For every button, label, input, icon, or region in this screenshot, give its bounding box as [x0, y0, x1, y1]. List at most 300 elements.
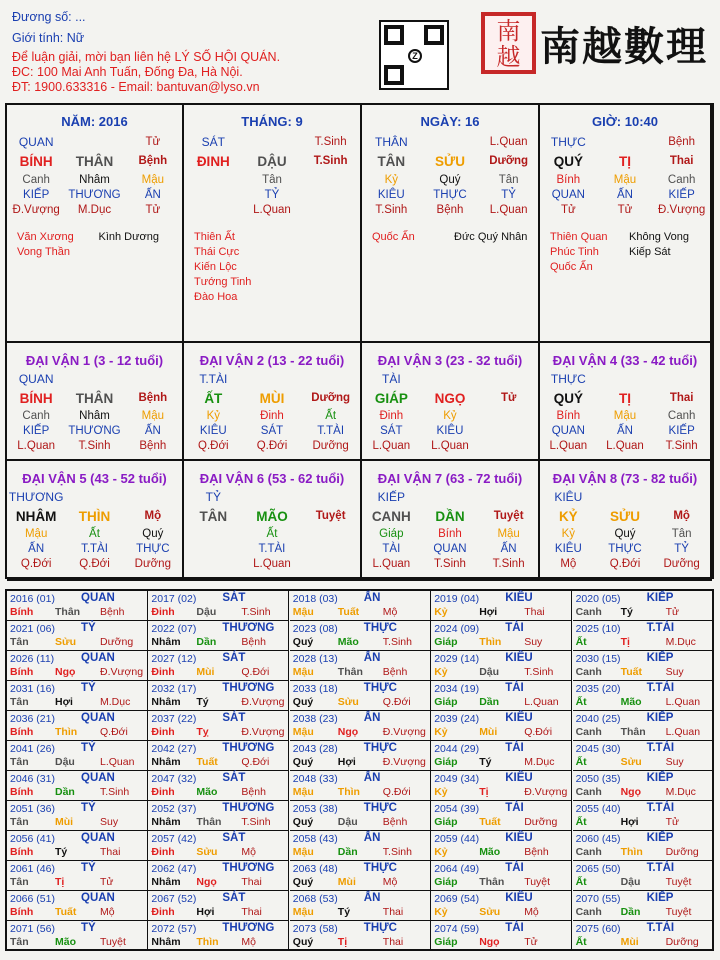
year-cell[interactable]: [290, 921, 431, 951]
hidden-god: KIẾP: [23, 189, 50, 201]
hidden-stem: Ất: [89, 528, 100, 540]
hidden-state: Mộ: [560, 558, 577, 570]
year-label: 2068 (53): [292, 893, 338, 905]
hidden-state: L.Quan: [606, 440, 644, 452]
hidden-state: [184, 203, 242, 218]
hidden-god: KIẾP: [668, 425, 695, 437]
pillar-2: [362, 105, 540, 343]
year-branch: Ngọ: [479, 936, 500, 948]
year-cell[interactable]: [573, 861, 714, 891]
year-stem: Tân: [10, 756, 29, 768]
year-label: 2036 (21): [10, 713, 55, 725]
dai-van-state: Dưỡng: [311, 392, 351, 404]
year-label: 2071 (56): [10, 923, 55, 935]
year-cell[interactable]: [431, 741, 572, 771]
year-branch: Tý: [196, 696, 209, 708]
year-branch: Hợi: [196, 906, 215, 918]
hidden-state: L.Quan: [372, 440, 411, 452]
year-stem: Canh: [575, 846, 602, 858]
year-cell[interactable]: [7, 681, 148, 711]
year-label: 2038 (23): [292, 713, 338, 725]
year-cell[interactable]: [290, 681, 431, 711]
year-label: 2056 (41): [10, 833, 55, 845]
dai-van-branch: MÙI: [259, 391, 285, 406]
dai-van-god: TÀI: [381, 372, 401, 386]
year-branch: Tuất: [196, 756, 218, 768]
year-stem: Mậu: [292, 606, 314, 618]
year-cell[interactable]: [431, 711, 572, 741]
hidden-state: M.Dục: [77, 204, 112, 216]
hidden-god: KIÊU: [377, 189, 405, 201]
year-state: Q.Đới: [100, 726, 128, 738]
hidden-stem: Bính: [556, 410, 581, 422]
year-branch: Tuất: [479, 816, 501, 828]
pillar-state: Bệnh: [138, 155, 168, 167]
year-state: Q.Đới: [382, 696, 411, 708]
hidden-god: QUAN: [433, 543, 467, 555]
year-state: Tử: [665, 606, 680, 618]
year-god: QUAN: [81, 592, 115, 604]
year-state: Tuyệt: [100, 936, 126, 948]
year-label: 2051 (36): [10, 803, 55, 815]
hidden-state: Tử: [617, 204, 633, 216]
hidden-god: SÁT: [380, 425, 403, 437]
hidden-state: L.Quan: [17, 440, 56, 452]
dai-van-state: Mộ: [673, 510, 690, 522]
year-cell[interactable]: [573, 741, 714, 771]
year-branch: Tý: [337, 906, 351, 918]
pillar-stem: BÍNH: [19, 154, 53, 169]
year-stem: Canh: [575, 786, 602, 798]
pillar-title: THÁNG: 9: [241, 114, 303, 129]
year-label: 2074 (59): [434, 923, 480, 935]
year-cell[interactable]: [290, 771, 431, 801]
year-cell[interactable]: [148, 831, 289, 861]
year-cell[interactable]: [431, 891, 572, 921]
year-cell[interactable]: [573, 921, 714, 951]
year-god: SÁT: [222, 892, 246, 904]
year-cell[interactable]: [290, 831, 431, 861]
year-cell[interactable]: [7, 801, 148, 831]
year-stem: Giáp: [434, 756, 458, 768]
year-cell[interactable]: [573, 591, 714, 621]
year-label: 2063 (48): [292, 863, 338, 875]
year-cell[interactable]: [573, 681, 714, 711]
year-state: M.Dục: [100, 696, 131, 708]
hidden-state: Q.Đới: [609, 558, 641, 570]
hidden-god: SÁT: [260, 425, 284, 437]
star-label: Đào Hoa: [194, 291, 238, 303]
year-god: SÁT: [222, 652, 246, 664]
qr-code-icon[interactable]: Z: [379, 20, 449, 90]
year-god: TỶ: [81, 802, 96, 814]
year-god: T.TÀI: [646, 682, 675, 694]
hidden-stem: Canh: [22, 410, 50, 422]
year-cell[interactable]: [7, 651, 148, 681]
pillar-3: [540, 105, 712, 343]
year-cell[interactable]: [290, 651, 431, 681]
year-god: T.TÀI: [646, 622, 675, 634]
year-god: TỶ: [81, 622, 96, 634]
star-label: Kiến Lộc: [194, 261, 237, 273]
dai-van-state: Tuyệt: [493, 510, 524, 522]
dai-van-stem: ẤT: [204, 391, 223, 406]
dai-van-title: ĐẠI VẬN 7 (63 - 72 tuổi): [377, 471, 523, 486]
year-label: 2054 (39): [434, 803, 480, 815]
year-cell[interactable]: [148, 801, 289, 831]
year-god: QUAN: [81, 832, 115, 844]
year-state: Bệnh: [241, 786, 266, 798]
seal-logo: [481, 12, 536, 74]
year-cell[interactable]: [573, 621, 714, 651]
year-branch: Sửu: [620, 756, 642, 768]
year-label: 2016 (01): [10, 593, 55, 605]
pillar-god-state: Tử: [145, 136, 161, 148]
year-label: 2022 (07): [151, 623, 197, 635]
duong-so: Đương số: ...: [12, 10, 86, 24]
year-cell[interactable]: [7, 741, 148, 771]
year-state: Đ.Vượng: [382, 726, 426, 738]
dai-van-god: THƯƠNG: [8, 490, 64, 504]
year-branch: Thìn: [479, 636, 502, 648]
year-cell[interactable]: [7, 831, 148, 861]
year-stem: Giáp: [434, 876, 458, 888]
year-stem: Canh: [575, 606, 602, 618]
year-label: 2034 (19): [434, 683, 480, 695]
year-state: Bệnh: [524, 846, 549, 858]
hidden-stem: Tân: [498, 174, 519, 186]
year-branch: Thân: [196, 816, 222, 828]
year-cell[interactable]: [148, 741, 289, 771]
year-stem: Đinh: [151, 786, 175, 798]
year-cell[interactable]: [431, 681, 572, 711]
dai-van-state: Tuyệt: [315, 510, 346, 522]
hidden-god: TỶ: [501, 189, 516, 201]
year-cell[interactable]: [431, 921, 572, 951]
pillar-state: T.Sinh: [313, 155, 348, 167]
year-label: 2055 (40): [575, 803, 621, 815]
hidden-god: KIÊU: [554, 543, 582, 555]
year-label: 2037 (22): [151, 713, 197, 725]
hidden-god: TÀI: [382, 543, 401, 555]
hidden-stem: Mậu: [24, 528, 48, 540]
year-label: 2030 (15): [575, 653, 621, 665]
year-cell[interactable]: [7, 591, 148, 621]
hidden-god: THỰC: [136, 543, 170, 555]
year-stem: Kỷ: [434, 906, 448, 918]
year-stem: Bính: [10, 906, 34, 918]
hidden-state: [302, 557, 360, 572]
year-cell[interactable]: [148, 711, 289, 741]
dai-van-god: QUAN: [18, 372, 54, 386]
year-branch: Ngọ: [55, 666, 76, 678]
year-state: L.Quan: [100, 756, 135, 768]
year-branch: Thìn: [620, 846, 643, 858]
year-stem: Nhâm: [151, 636, 181, 648]
year-stem: Kỷ: [434, 606, 448, 618]
year-stem: Quý: [292, 876, 314, 888]
hidden-state: T.Sinh: [665, 440, 698, 452]
year-god: SÁT: [222, 592, 246, 604]
dai-van-stem: QUÝ: [553, 391, 583, 406]
year-cell[interactable]: [290, 621, 431, 651]
hidden-stem: [184, 173, 242, 188]
year-branch: Thân: [337, 666, 363, 678]
year-branch: Sửu: [196, 846, 218, 858]
star-label: Phúc Tinh: [550, 246, 599, 258]
year-label: 2067 (52): [151, 893, 197, 905]
year-branch: Tỵ: [196, 726, 209, 738]
year-label: 2019 (04): [434, 593, 480, 605]
year-god: KIẾP: [646, 832, 674, 844]
hidden-state: Q.Đới: [198, 440, 229, 452]
year-god: KIẾP: [646, 592, 674, 604]
year-stem: Đinh: [151, 666, 175, 678]
year-god: TỶ: [81, 682, 96, 694]
year-stem: Quý: [292, 816, 314, 828]
year-state: Bệnh: [100, 606, 125, 618]
year-god: THƯƠNG: [222, 802, 275, 814]
dai-van-stem: NHÂM: [15, 509, 57, 524]
dai-van-1: [7, 343, 184, 461]
year-god: THỰC: [363, 742, 397, 754]
dai-van-branch: NGỌ: [434, 391, 466, 406]
year-branch: Dậu: [479, 666, 500, 678]
hidden-state: Tử: [560, 204, 576, 216]
year-cell[interactable]: [290, 711, 431, 741]
year-god: THƯƠNG: [222, 922, 275, 934]
year-label: 2032 (17): [151, 683, 197, 695]
year-god: KIÊU: [505, 652, 533, 664]
seal-text: 南越: [496, 17, 521, 71]
star-label: Kiếp Sát: [629, 246, 671, 258]
year-cell[interactable]: [7, 621, 148, 651]
year-branch: Mùi: [196, 666, 215, 678]
year-label: 2043 (28): [292, 743, 338, 755]
year-state: Thai: [100, 846, 121, 858]
dai-van-state: Tử: [500, 392, 517, 404]
pillar-1: [184, 105, 362, 343]
hidden-state: [184, 557, 242, 572]
year-stem: Mậu: [292, 906, 314, 918]
year-label: 2059 (44): [434, 833, 480, 845]
year-cell[interactable]: [573, 771, 714, 801]
year-cell[interactable]: [573, 831, 714, 861]
year-state: Thai: [382, 936, 404, 948]
year-label: 2064 (49): [434, 863, 480, 875]
year-label: 2073 (58): [292, 923, 338, 935]
year-branch: Dần: [479, 696, 500, 708]
hidden-state: T.Sinh: [375, 204, 408, 216]
hidden-stem: Mậu: [613, 410, 637, 422]
year-cell[interactable]: [290, 861, 431, 891]
year-stem: Tân: [10, 636, 29, 648]
year-label: 2023 (08): [292, 623, 338, 635]
year-stem: Mậu: [292, 846, 314, 858]
year-stem: Tân: [10, 936, 29, 948]
year-state: Mộ: [241, 846, 256, 858]
year-cell[interactable]: [148, 921, 289, 951]
hidden-state: Bệnh: [436, 204, 464, 216]
year-cell[interactable]: [290, 891, 431, 921]
year-cell[interactable]: [148, 861, 289, 891]
year-label: 2021 (06): [10, 623, 55, 635]
year-cell[interactable]: [573, 891, 714, 921]
hidden-god: TỶ: [674, 543, 689, 555]
year-branch: Ngọ: [337, 726, 359, 738]
year-stem: Mậu: [292, 666, 314, 678]
star-label: Đức Quý Nhân: [454, 231, 528, 243]
year-state: Tử: [100, 876, 114, 888]
year-god: TỶ: [81, 922, 96, 934]
year-cell[interactable]: [431, 621, 572, 651]
year-state: T.Sinh: [524, 666, 554, 678]
year-god: SÁT: [222, 772, 246, 784]
year-god: ẤN: [363, 712, 381, 724]
hidden-state: Dưỡng: [312, 440, 349, 452]
hidden-stem: [302, 173, 360, 188]
year-god: TÀI: [505, 622, 524, 634]
pillar-branch: TỊ: [618, 154, 631, 169]
year-stem: Nhâm: [151, 696, 181, 708]
year-cell[interactable]: [7, 891, 148, 921]
star-label: Thiên Quan: [550, 231, 608, 243]
year-stem: Ất: [575, 636, 587, 648]
pillar-god: THỰC: [550, 135, 586, 149]
year-god: THƯƠNG: [222, 742, 275, 754]
star-label: Tướng Tinh: [194, 276, 252, 288]
year-stem: Giáp: [434, 636, 458, 648]
year-stem: Đinh: [151, 606, 175, 618]
year-label: 2049 (34): [434, 773, 480, 785]
year-state: T.Sinh: [382, 636, 412, 648]
year-cell[interactable]: [431, 861, 572, 891]
contact-line: Để luận giải, mời bạn liên hệ LÝ SỐ HỘI QUÁN.: [12, 50, 281, 64]
year-stem: Quý: [292, 756, 314, 768]
year-cell[interactable]: [573, 801, 714, 831]
year-state: Q.Đới: [241, 756, 270, 768]
dai-van-god: KIÊU: [554, 490, 583, 504]
year-branch: Hợi: [620, 816, 639, 828]
year-state: L.Quan: [665, 696, 701, 708]
hidden-stem: Mậu: [141, 174, 164, 186]
year-stem: Đinh: [151, 726, 175, 738]
dai-van-branch: THÂN: [75, 391, 114, 406]
year-branch: Sửu: [55, 636, 77, 648]
year-state: Tuyệt: [665, 906, 692, 918]
year-label: 2024 (09): [434, 623, 480, 635]
year-cell[interactable]: [7, 711, 148, 741]
year-label: 2048 (33): [292, 773, 338, 785]
hidden-stem: Giáp: [379, 528, 404, 540]
year-state: Thai: [241, 906, 262, 918]
year-cell[interactable]: [148, 591, 289, 621]
year-branch: Mão: [55, 936, 76, 948]
year-cell[interactable]: [7, 921, 148, 951]
year-god: QUAN: [81, 712, 115, 724]
year-cell[interactable]: [148, 681, 289, 711]
year-state: M.Dục: [665, 636, 696, 648]
hidden-stem: Canh: [22, 174, 50, 186]
year-god: TÀI: [505, 862, 524, 874]
year-stem: Bính: [10, 846, 34, 858]
year-cell[interactable]: [148, 621, 289, 651]
year-cell[interactable]: [431, 651, 572, 681]
year-stem: Bính: [10, 786, 34, 798]
year-cell[interactable]: [431, 591, 572, 621]
hidden-stem: Nhâm: [79, 410, 110, 422]
year-cell[interactable]: [7, 861, 148, 891]
year-cell[interactable]: [7, 771, 148, 801]
year-cell[interactable]: [290, 741, 431, 771]
hidden-state: Đ.Vượng: [658, 204, 706, 216]
year-god: THƯƠNG: [222, 862, 275, 874]
year-stem: Ất: [575, 816, 587, 828]
year-state: T.Sinh: [382, 846, 412, 858]
hidden-god: THỰC: [433, 189, 467, 201]
year-stem: Đinh: [151, 906, 175, 918]
year-branch: Thìn: [196, 936, 219, 948]
year-cell[interactable]: [573, 651, 714, 681]
year-cell[interactable]: [290, 801, 431, 831]
year-god: KIÊU: [505, 772, 533, 784]
hidden-god: QUAN: [551, 425, 585, 437]
year-cell[interactable]: [148, 771, 289, 801]
year-god: KIÊU: [505, 892, 533, 904]
dai-van-3: [362, 343, 540, 461]
dai-van-god: THỰC: [550, 372, 586, 386]
year-cell[interactable]: [290, 591, 431, 621]
year-branch: Hợi: [337, 756, 356, 768]
year-god: ẤN: [363, 892, 381, 904]
year-label: 2065 (50): [575, 863, 621, 875]
year-branch: Mão: [479, 846, 501, 858]
year-branch: Sửu: [479, 906, 501, 918]
year-label: 2072 (57): [151, 923, 197, 935]
year-state: Mộ: [100, 906, 115, 918]
gioi-tinh: Giới tính: Nữ: [12, 31, 85, 45]
year-god: KIẾP: [646, 892, 674, 904]
dai-van-stem: CANH: [371, 509, 411, 524]
year-cell[interactable]: [431, 801, 572, 831]
year-cell[interactable]: [431, 771, 572, 801]
year-stem: Ất: [575, 936, 587, 948]
year-cell[interactable]: [573, 711, 714, 741]
phone-email[interactable]: ĐT: 1900.633316 - Email: bantuvan@lyso.vn: [12, 80, 260, 94]
year-state: M.Dục: [524, 756, 555, 768]
year-state: Mộ: [382, 876, 398, 888]
year-cell[interactable]: [148, 891, 289, 921]
year-god: THỰC: [363, 682, 397, 694]
year-cell[interactable]: [431, 831, 572, 861]
dai-van-7: [362, 461, 540, 581]
pillar-state: Thai: [669, 155, 694, 167]
year-state: L.Quan: [524, 696, 559, 708]
hidden-stem: Đinh: [260, 410, 284, 422]
hidden-god: [184, 542, 242, 557]
year-cell[interactable]: [148, 651, 289, 681]
year-stem: Quý: [292, 696, 314, 708]
year-god: ẤN: [363, 832, 381, 844]
dai-van-5: [7, 461, 184, 581]
year-stem: Giáp: [434, 936, 458, 948]
year-god: KIẾP: [646, 652, 674, 664]
year-god: TỶ: [81, 862, 96, 874]
hidden-god: ẤN: [616, 189, 633, 201]
year-god: TÀI: [505, 922, 524, 934]
year-state: Tử: [665, 816, 680, 828]
year-stem: Ất: [575, 696, 587, 708]
